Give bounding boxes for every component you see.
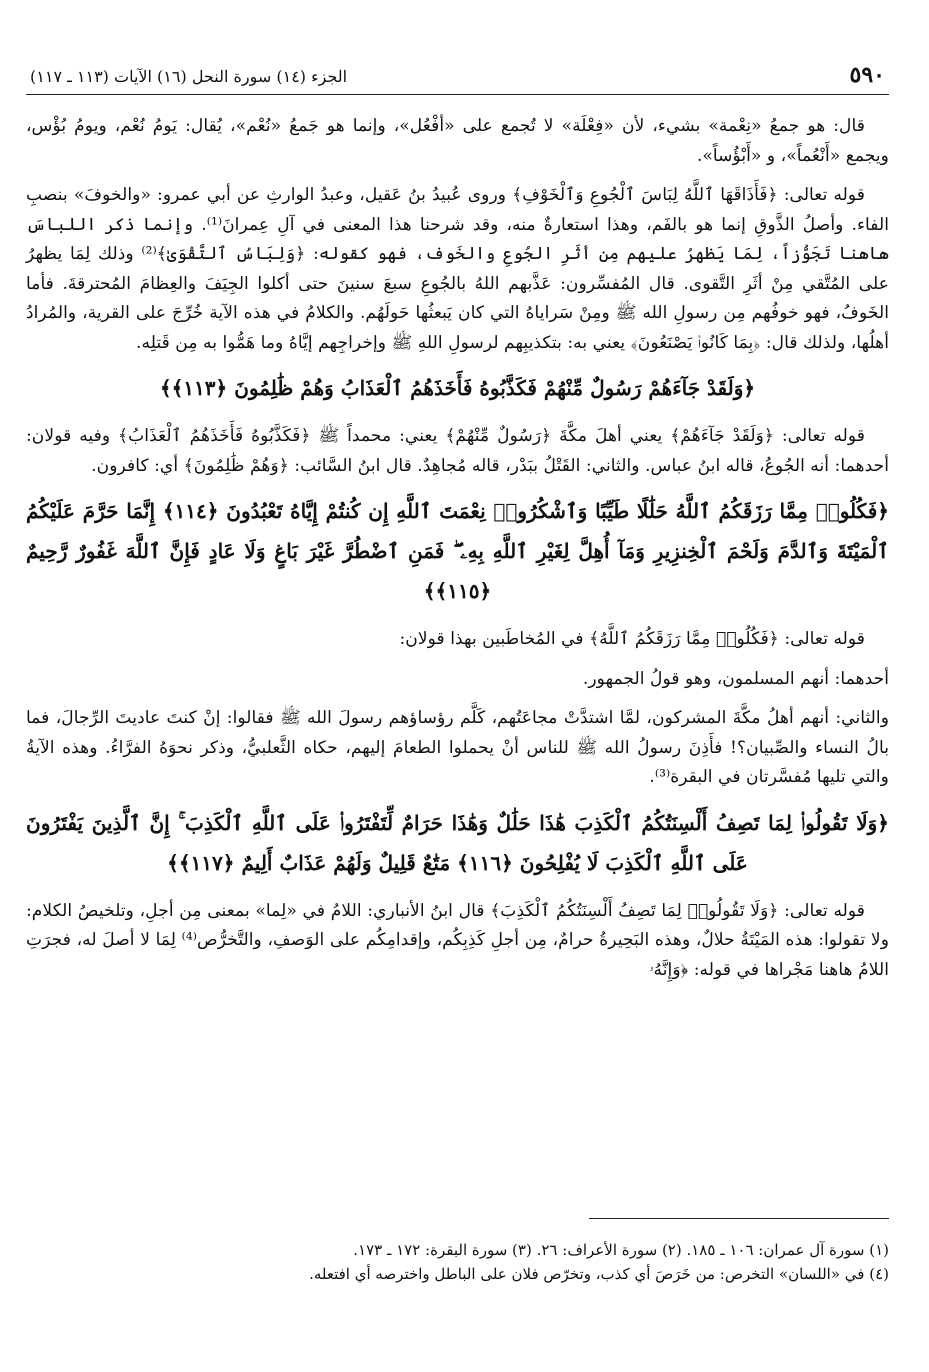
- running-head: الجزء (١٤) سورة النحل (١٦) الآيات (١١٣ ـ ١١٧): [30, 67, 348, 86]
- commentary-114-second-view: والثاني: أنهم أهلُ مكَّةَ المشركون، لمَّا اشتدَّتْ مجاعَتُهم، كَلَّم رؤساؤهم رسولَ الله ﷺ فقالوا: إنْ كنتَ عاديتَ الرِّجالَ، فما بالُ النساء والصِّبيان؟! فأَذِنَ رسولُ الله ﷺ للناس أنْ يحملوا الطعامَ إليهم، حكاه الثَّعلبيُّ، وذكر نحوَهُ الفرَّاءُ. وهذه الآيةُ والتي تليها مُفسَّرتان في البقرة⁽³⁾.: [26, 708, 889, 787]
- footnotes: [26, 1238, 889, 1286]
- main-text: [26, 112, 889, 995]
- paragraph: قال: هو جمعُ «نِعْمة» بشيء، لأن «فِعْلَة» لا تُجمع على «أفْعُل»، وإنما هو جَمعُ «نُعْم»، يُقال: يَومُ نُعْم، ويومُ بُؤْس، ويجمع «أَنْعُماً»، و «أَبْؤُساً».: [26, 116, 889, 166]
- commentary-116: قوله تعالى: ﴿وَلَا تَقُولُوا۟ لِمَا تَصِفُ أَلْسِنَتُكُمُ ٱلْكَذِبَ﴾ قال ابنُ الأنباري: اللامُ في «لِما» بمعنى مِن أجلِ، وتلخيصُ الكلام: ولا تقولوا: هذه المَيْتَةُ حلالٌ، وهذه البَحِيرةُ حرامٌ، مِن أجلِ كَذِبِكُم، وإقدامِكُم على الوَصفِ، والتَّخرُّص⁽⁴⁾ لِمَا لا أصلَ له، فجرَتِ اللامُ هاهنا مَجْراها في قوله: ﴿وَإِنَّهُۥ: [26, 900, 889, 980]
- commentary-113: قوله تعالى: ﴿وَلَقَدْ جَآءَهُمْ﴾ يعني أهلَ مكَّةَ ﴿رَسُولٌ مِّنْهُمْ﴾ يعني: محمداً ﷺ ﴿فَكَذَّبُوهُ فَأَخَذَهُمُ ٱلْعَذَابُ﴾ وفيه قولان: أحدهما: أنه الجُوعُ، قاله ابنُ عباس. والثاني: القَتْلُ ببَدْر، قاله مُجاهِدٌ. قال ابنُ السَّائب: ﴿وَهُمْ ظَٰلِمُونَ﴾ أي: كافرون.: [26, 426, 889, 476]
- quran-verse-116-117: ﴿وَلَا تَقُولُوا۟ لِمَا تَصِفُ أَلْسِنَتُكُمُ ٱلْكَذِبَ هَٰذَا حَلَٰلٌ وَهَٰذَا حَرَامٌ لِّتَفْتَرُوا۟ عَلَى ٱللَّهِ ٱلْكَذِبَ ۚ إِنَّ ٱلَّذِينَ يَفْتَرُونَ عَلَى ٱللَّهِ ٱلْكَذِبَ لَا يُفْلِحُونَ ﴿١١٦﴾ مَتَٰعٌ قَلِيلٌ وَلَهُمْ عَذَابٌ أَلِيمٌ ﴿١١٧﴾﴾: [26, 810, 889, 875]
- quran-verse-113: ﴿وَلَقَدْ جَآءَهُمْ رَسُولٌ مِّنْهُمْ فَكَذَّبُوهُ فَأَخَذَهُمُ ٱلْعَذَابُ وَهُمْ ظَٰلِمُونَ ﴿١١٣﴾﴾: [159, 376, 756, 400]
- commentary-114-intro: قوله تعالى: ﴿فَكُلُوا۟ مِمَّا رَزَقَكُمُ ٱللَّهُ﴾ في المُخاطَبين بهذا قولان:: [399, 629, 865, 649]
- page-number: ٥٩٠: [849, 62, 885, 88]
- page-header: [26, 58, 889, 95]
- footnote-divider: [589, 1218, 889, 1219]
- commentary-114-first-view: أحدهما: أنهم المسلمون، وهو قولُ الجمهور.: [582, 668, 889, 689]
- quran-verse-114-115: ﴿فَكُلُوا۟ مِمَّا رَزَقَكُمُ ٱللَّهُ حَلَٰلًا طَيِّبًا وَٱشْكُرُوا۟ نِعْمَتَ ٱللَّهِ إِن كُنتُمْ إِيَّاهُ تَعْبُدُونَ ﴿١١٤﴾ إِنَّمَا حَرَّمَ عَلَيْكُمُ ٱلْمَيْتَةَ وَٱلدَّمَ وَلَحْمَ ٱلْخِنزِيرِ وَمَآ أُهِلَّ لِغَيْرِ ٱللَّهِ بِهِۦ ۖ فَمَنِ ٱضْطُرَّ غَيْرَ بَاغٍ وَلَا عَادٍ فَإِنَّ ٱللَّهَ غَفُورٌ رَّحِيمٌ ﴿١١٥﴾﴾: [26, 499, 889, 603]
- paragraph: قوله تعالى: ﴿فَأَذَاقَهَا ٱللَّهُ لِبَاسَ ٱلْجُوعِ وَٱلْخَوْفِ﴾ وروى عُبيدُ بنُ عَقيل، وعبدُ الوارثِ عن أبي عمرو: «والخوفَ» بنصبِ الفاء. وأصلُ الذَّوقِ إنما هو بالفَم، وهذا استعارةٌ منه، وقد شرحنا هذا المعنى في آلِ عِمرانَ⁽¹⁾. وإنما ذكر اللباسَ هاهنا تَجَوُّزاً، لِمَا يَظهرُ عليهم مِن أثَرِ الجُوعِ والخَوف، فهو كقوله: ﴿وَلِبَاسُ ٱلتَّقْوَىٰ﴾⁽²⁾ وذلك لِمَا يظهرُ على المُتَّقي مِنْ أثَرِ التَّقوى. قال المُفسِّرون: عَذَّبهم اللهُ بالجُوعِ سبعَ سنينَ حتى أكلوا الجِيَفَ والعِظامَ المُحترقةَ. فأما الخَوفُ، فهو خوفُهم مِن رسولِ الله ﷺ ومِنْ سَراياهُ التي كان يَبعثُها حَولَهُم. والكلامُ في هذه الآية خُرِّجَ على القرية، والمُرادُ أهلُها، ولذلك قال: ﴿بِمَا كَانُوا۟ يَصْنَعُونَ﴾ يعني به: بتكذيبِهم لرسولِ اللهِ ﷺ وإخراجِهم إيَّاهُ وما هَمُّوا به مِن قَتلِه.: [26, 185, 889, 353]
- footnote-line: (١) سورة آل عمران: ١٠٦ ـ ١٨٥. (٢) سورة الأعراف: ٢٦. (٣) سورة البقرة: ١٧٢ ـ ١٧٣.: [353, 1241, 889, 1259]
- footnote-line: (٤) في «اللسان» التخرص: من خَرَصَ أي كذب، وتخرّص فلان على الباطل واخترصه أي افتعله.: [309, 1265, 889, 1283]
